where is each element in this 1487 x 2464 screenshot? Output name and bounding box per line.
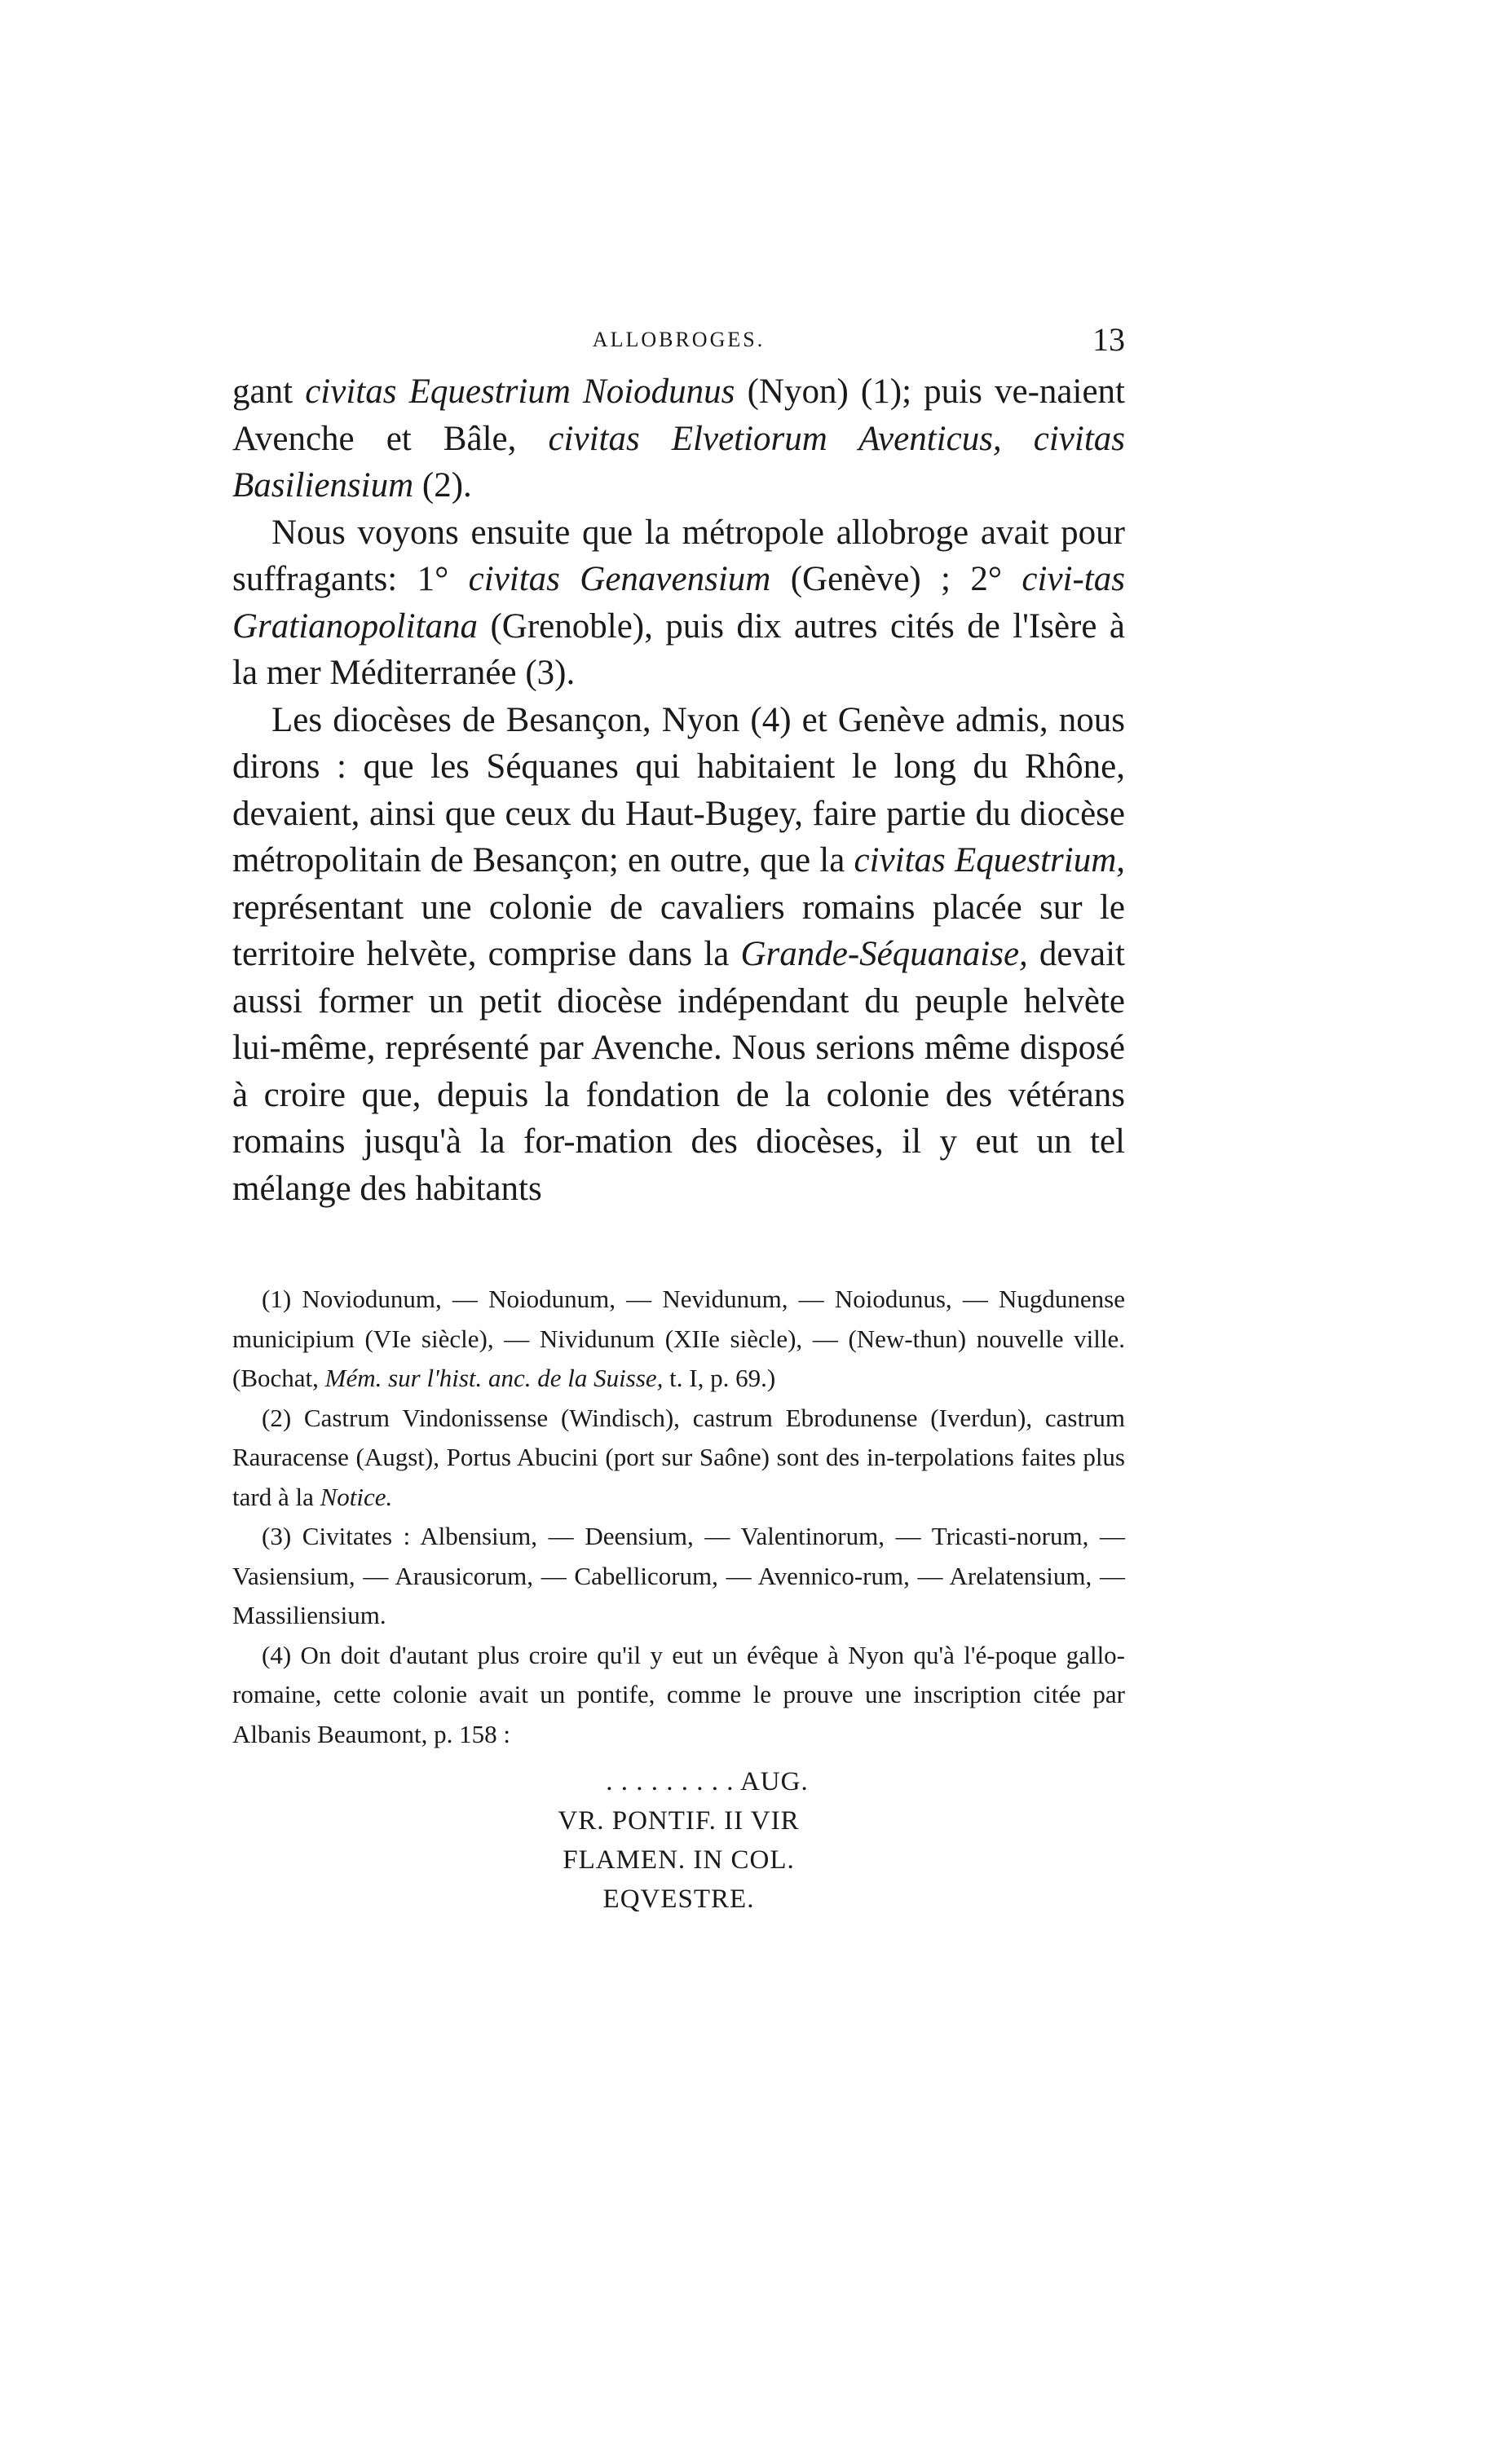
p2-text-1: Nous voyons ensuite que la métropole allobroge avait pour suffragants: 1° (232, 513, 1125, 598)
fn2-text-1: (2) Castrum Vindonissense (Windisch), castrum Ebrodunense (Iverdun), castrum Rauracense (Augst), Portus Abucini (port sur Saône) sont des in-terpolations faites plus tard à la (232, 1403, 1125, 1511)
running-title: ALLOBROGES. (592, 328, 766, 351)
paragraph-2 (232, 509, 1125, 697)
footnote-3 (232, 1517, 1125, 1636)
p2-text-2: (Genève) ; 2° (770, 560, 1022, 598)
p1-text-2: (Nyon) (1); puis ve-naient Avenche et Bâle, (232, 372, 1125, 458)
fn3-text-1: (3) Civitates : Albensium, — Deensium, — Valentinorum, — Tricasti-norum, — Vasiensium, — Arausicorum, — Cabellicorum, — Avennico-rum, — Arelatensium, — Massiliensium. (232, 1522, 1125, 1629)
footnote-4 (232, 1636, 1125, 1755)
inscription-line-3: FLAMEN. IN COL. (563, 1845, 795, 1875)
footnote-1 (232, 1280, 1125, 1399)
paragraph-1 (232, 368, 1125, 509)
fn4-text-1: (4) On doit d'autant plus croire qu'il y eut un évêque à Nyon qu'à l'é-poque gallo-romaine, cette colonie avait un pontife, comme le prouve une inscription citée par Albanis Beaumont, p. 158 : (232, 1640, 1125, 1748)
p1-italic-1: civitas Equestrium Noiodunus (305, 372, 735, 411)
p2-italic-2: civi-tas Gratianopolitana (232, 560, 1125, 646)
running-head (232, 320, 1125, 360)
paragraph-3 (232, 697, 1125, 1213)
p3-text-1: Les diocèses de Besançon, Nyon (4) et Genève admis, nous dirons : que les Séquanes qui habitaient le long du Rhône, devaient, ainsi que ceux du Haut-Bugey, faire partie du diocèse métropolitain de Besançon; en outre, que la (232, 700, 1125, 879)
page-number: 13 (1092, 321, 1125, 358)
fn1-text-1: (1) Noviodunum, — Noiodunum, — Nevidunum, — Noiodunus, — Nugdunense municipium (VIe siècle), — Nividunum (XIIe siècle), — (New-thun) nouvelle ville.(Bochat, (232, 1285, 1125, 1392)
inscription-line-1: . . . . . . . . . AUG. (606, 1767, 809, 1796)
fn2-italic-1: Notice. (320, 1482, 393, 1511)
inscription-line-4: EQVESTRE. (602, 1884, 755, 1914)
p3-italic-2: Grande-Séquanaise, (740, 935, 1028, 973)
inscription-line-2: VR. PONTIF. II VIR (558, 1806, 800, 1836)
p3-text-3: devait aussi former un petit diocèse indépendant du peuple helvète lui-même, représenté par Avenche. Nous serions même disposé à croire que, depuis la fondation de la colonie des vétérans romains jusqu'à la for-mation des diocèses, il y eut un tel mélange des habitants (232, 935, 1125, 1208)
p3-italic-1: civitas Equestrium, (854, 841, 1126, 879)
main-text (232, 368, 1125, 1212)
footnotes (232, 1280, 1125, 1754)
p1-italic-2: civitas Elvetiorum Aventicus, civitas Basiliensium (232, 419, 1126, 505)
fn1-text-2: t. I, p. 69.) (663, 1364, 776, 1392)
footnote-2 (232, 1399, 1125, 1518)
p3-text-2: représentant une colonie de cavaliers romains placée sur le territoire helvète, comprise dans la (232, 888, 1125, 973)
p2-italic-1: civitas Genavensium (468, 560, 771, 598)
p1-text-1: gant (232, 372, 306, 411)
p2-text-3: (Grenoble), puis dix autres cités de l'Isère à la mer Méditerranée (3). (232, 606, 1125, 692)
p1-text-3: (2). (413, 466, 472, 505)
inscription (232, 1762, 1125, 1919)
fn1-italic-1: Mém. sur l'hist. anc. de la Suisse, (324, 1364, 664, 1392)
